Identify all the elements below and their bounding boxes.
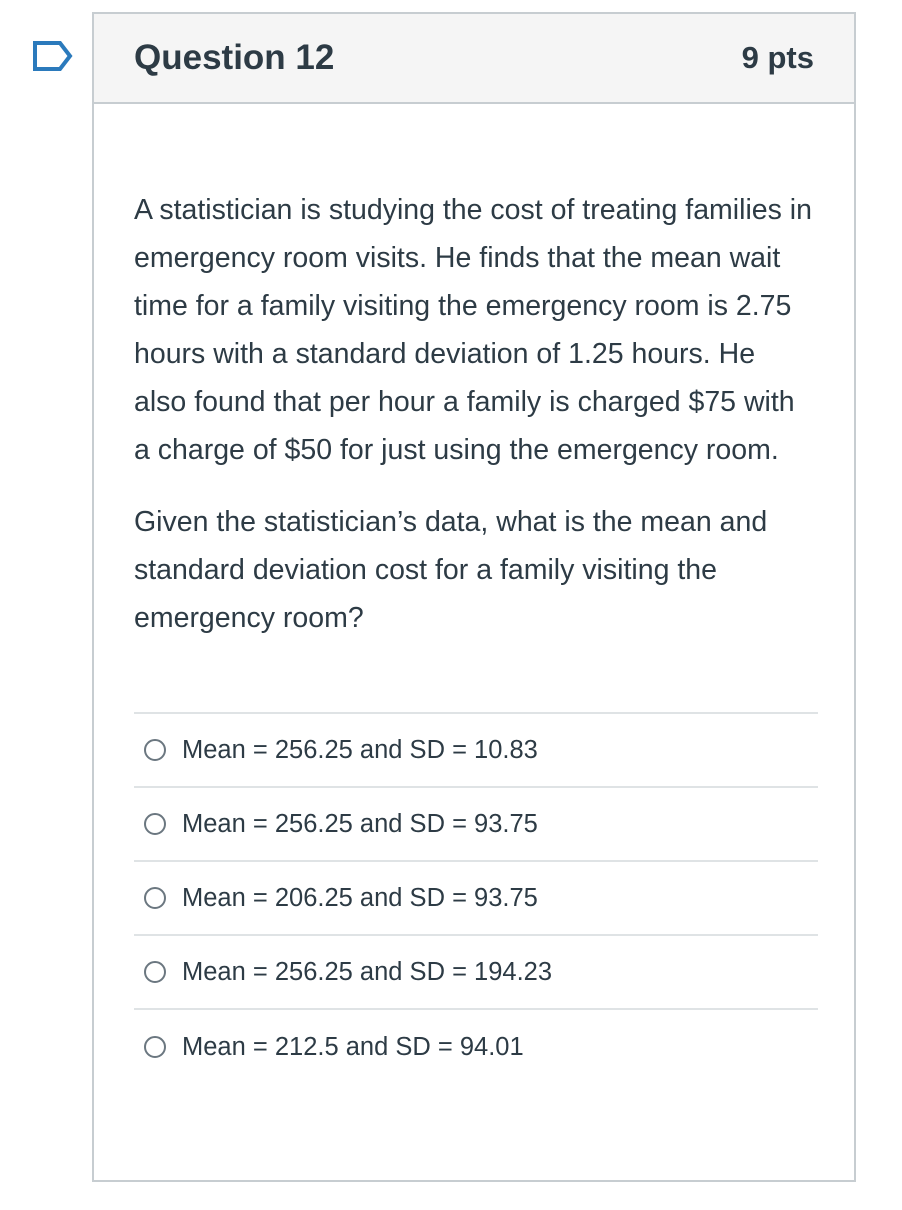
question-title: Question 12 (134, 38, 335, 77)
answer-label: Mean = 212.5 and SD = 94.01 (182, 1032, 524, 1061)
radio-button[interactable] (144, 739, 166, 761)
answer-option[interactable] (134, 862, 818, 936)
question-prompt-paragraph: Given the statistician’s data, what is the mean and standard deviation cost for a family visiting the emergency room? (134, 506, 768, 634)
answer-label: Mean = 256.25 and SD = 194.23 (182, 957, 553, 986)
answer-option[interactable] (134, 788, 818, 862)
answer-label: Mean = 256.25 and SD = 93.75 (182, 809, 538, 838)
radio-button[interactable] (144, 887, 166, 909)
radio-button[interactable] (144, 961, 166, 983)
question-body (94, 104, 854, 1084)
radio-button[interactable] (144, 813, 166, 835)
question-card (92, 12, 856, 1182)
radio-button[interactable] (144, 1036, 166, 1058)
answer-option[interactable] (134, 714, 818, 788)
answer-label: Mean = 206.25 and SD = 93.75 (182, 883, 538, 912)
answer-list (134, 712, 818, 1084)
question-header (94, 14, 854, 104)
question-points: 9 pts (741, 40, 814, 75)
answer-label: Mean = 256.25 and SD = 10.83 (182, 735, 538, 764)
flag-question-icon[interactable] (32, 40, 74, 72)
question-text-paragraph: A statistician is studying the cost of treating families in emergency room visits. He finds that the mean wait time for a family visiting the emergency room is 2.75 hours with a standard deviation of 1.25 hours. He also found that per hour a family is charged $75 with a charge of $50 for just using the emergency room. (134, 194, 812, 466)
answer-option[interactable] (134, 936, 818, 1010)
answer-option[interactable] (134, 1010, 818, 1084)
